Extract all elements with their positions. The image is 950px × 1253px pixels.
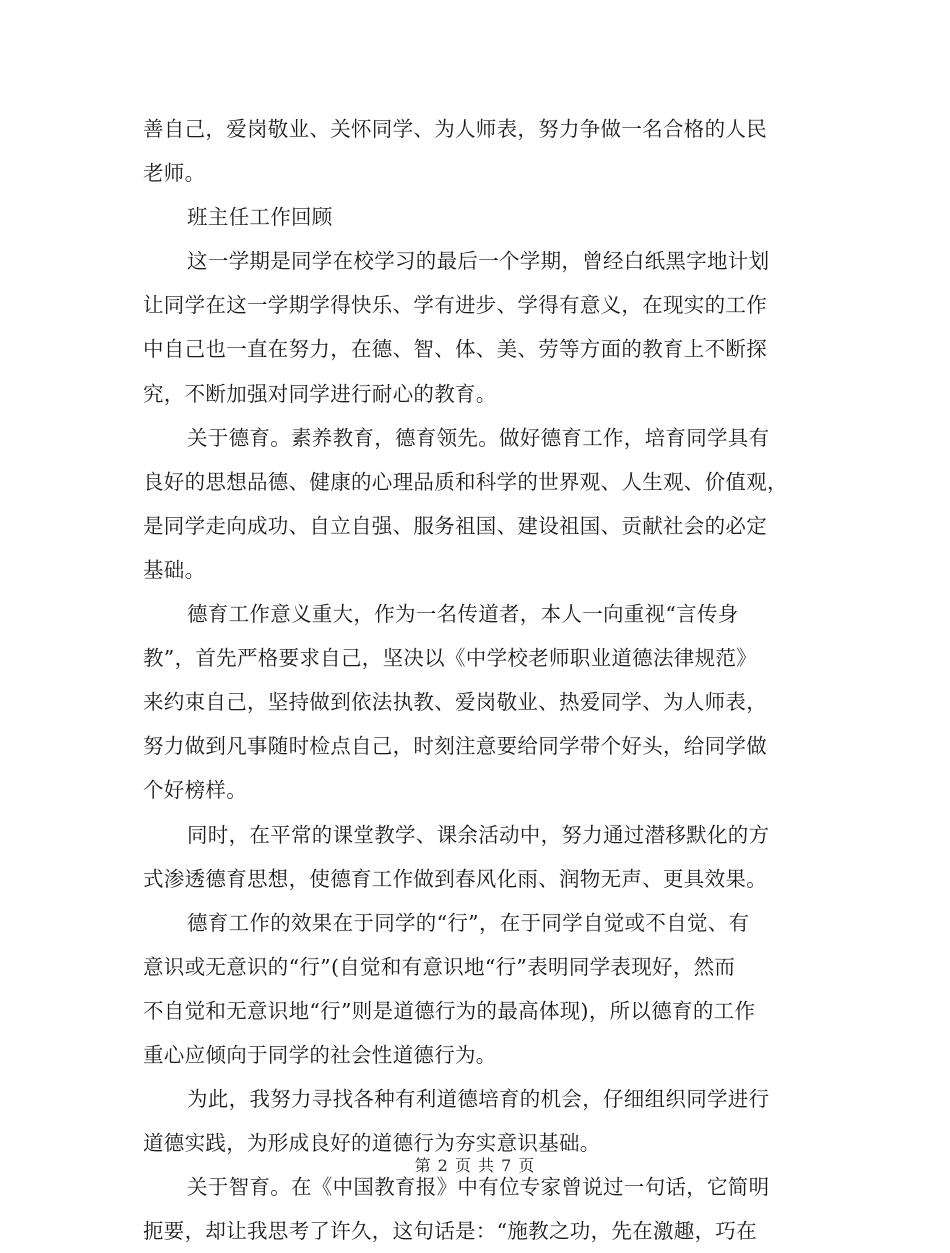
text-line: 善自己，爱岗敬业、关怀同学、为人师表，努力争做一名合格的人民 [143, 117, 767, 141]
page-number: 第 2 页 共 7 页 [414, 1156, 536, 1175]
text-line: 为此，我努力寻找各种有利道德培育的机会，仔细组织同学进行 [187, 1087, 770, 1112]
text-line: 式渗透德育思想，使德育工作做到春风化雨、润物无声、更具效果。 [143, 866, 767, 891]
text-line: 来约束自己，坚持做到依法执教、爱岗敬业、热爱同学、为人师表， [143, 690, 767, 715]
text-line: 道德实践，为形成良好的道德行为夯实意识基础。 [143, 1131, 601, 1156]
text-line: 德育工作意义重大，作为一名传道者，本人一向重视“言传身 [187, 602, 739, 627]
text-line: 意识或无意识的“行”(自觉和有意识地“行”表明同学表现好，然而 [143, 954, 736, 979]
text-line: 是同学走向成功、自立自强、服务祖国、建设祖国、贡献社会的必定 [143, 513, 767, 538]
text-line: 让同学在这一学期学得快乐、学有进步、学得有意义，在现实的工作 [143, 293, 767, 318]
text-line: 努力做到凡事随时检点自己，时刻注意要给同学带个好头，给同学做 [143, 734, 767, 759]
text-line: 中自己也一直在努力，在德、智、体、美、劳等方面的教育上不断探 [143, 337, 767, 362]
text-line: 个好榜样。 [143, 778, 247, 803]
body-text [143, 107, 805, 1253]
text-line: 关于德育。素养教育，德育领先。做好德育工作，培育同学具有 [187, 425, 770, 450]
section-heading: 班主任工作回顾 [187, 205, 333, 230]
text-line: 不自觉和无意识地“行”则是道德行为的最高体现)，所以德育的工作 [143, 998, 756, 1023]
text-line: 教”，首先严格要求自己，坚决以《中学校老师职业道德法律规范》 [143, 646, 757, 671]
text-line: 同时，在平常的课堂教学、课余活动中，努力通过潜移默化的方 [187, 822, 770, 847]
text-line: 德育工作的效果在于同学的“行”，在于同学自觉或不自觉、有 [187, 910, 750, 935]
text-line: 良好的思想品德、健康的心理品质和科学的世界观、人生观、价值观， [143, 469, 788, 494]
text-line: 关于智育。在《中国教育报》中有位专家曾说过一句话，它简明 [187, 1175, 770, 1200]
text-line: 究，不断加强对同学进行耐心的教育。 [143, 381, 497, 406]
text-line: 扼要，却让我思考了许久，这句话是：“施教之功，先在激趣，巧在 [143, 1219, 757, 1244]
text-line: 这一学期是同学在校学习的最后一个学期，曾经白纸黑字地计划 [187, 249, 770, 274]
text-line: 基础。 [143, 557, 206, 582]
text-line: 老师。 [143, 161, 206, 186]
text-line: 重心应倾向于同学的社会性道德行为。 [143, 1042, 497, 1067]
